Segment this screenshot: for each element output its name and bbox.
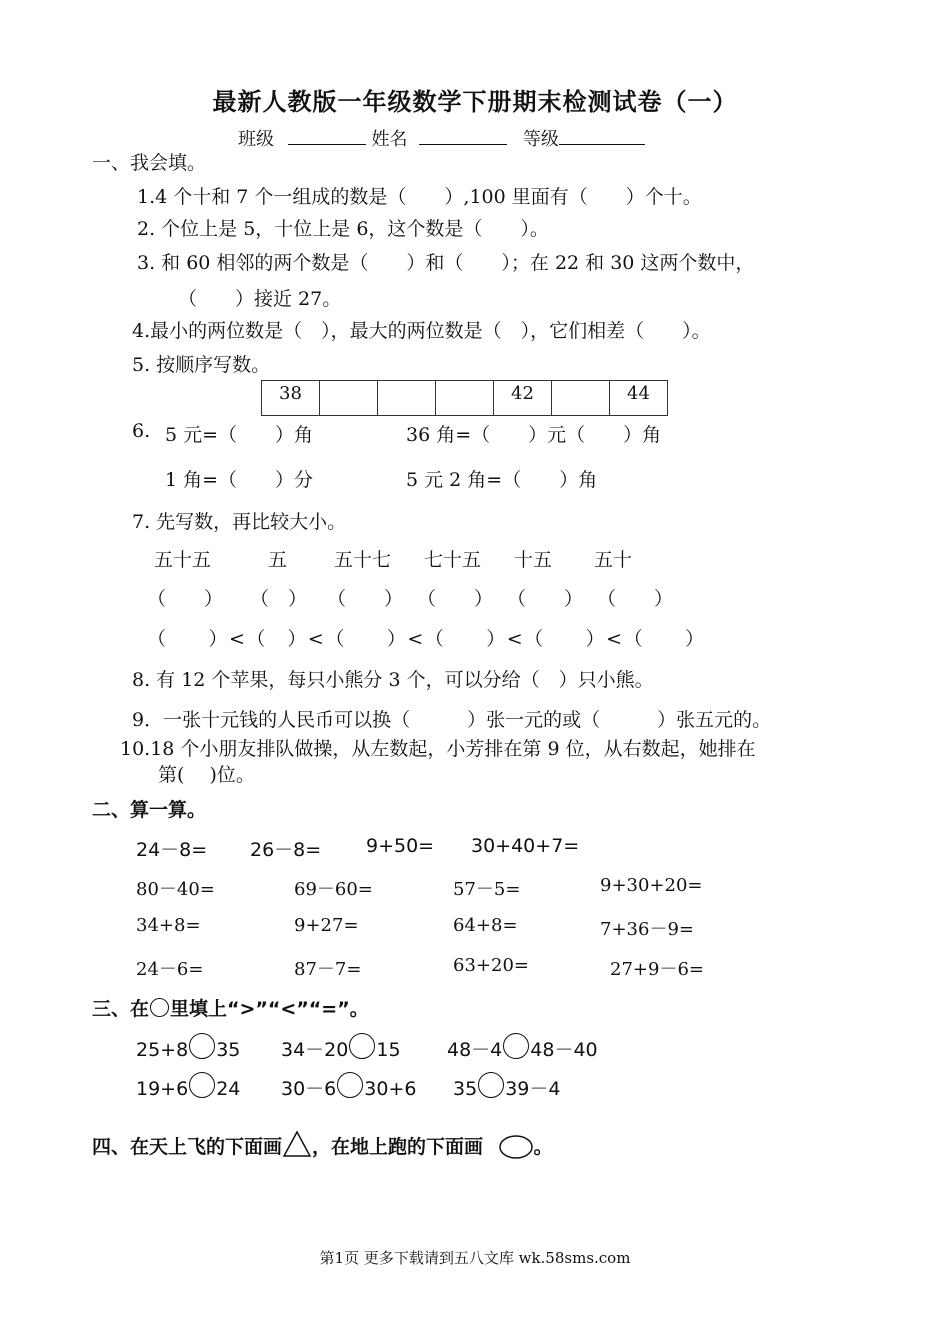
- compare-circle[interactable]: [189, 1072, 215, 1098]
- class-field[interactable]: [288, 126, 366, 145]
- calc-item: 9+50=: [366, 835, 435, 857]
- compare-item: [281, 1072, 416, 1101]
- ellipse-icon: [498, 1132, 534, 1160]
- compare-right: 48－40: [530, 1039, 598, 1061]
- compare-circle[interactable]: [503, 1033, 529, 1059]
- q7-blank[interactable]: （ ）: [507, 588, 584, 610]
- compare-left: 30－6: [281, 1078, 337, 1100]
- sequence-cell: 44: [610, 381, 668, 416]
- q7-blank[interactable]: （ ）: [250, 588, 308, 610]
- calc-item: 9+30+20=: [600, 875, 703, 896]
- compare-right: 39－4: [505, 1078, 561, 1100]
- page-title: 最新人教版一年级数学下册期末检测试卷（一）: [212, 88, 738, 116]
- triangle-icon: [282, 1130, 312, 1158]
- calc-item: 24－6=: [136, 959, 204, 980]
- q7-word: 十五: [514, 549, 553, 571]
- calc-item: 57－5=: [453, 879, 521, 900]
- calc-item: 27+9－6=: [610, 959, 704, 980]
- question-3-line1: 3. 和 60 相邻的两个数是（ ）和（ ）；在 22 和 30 这两个数中，: [137, 252, 755, 274]
- section4-heading-pre: 四、在天上飞的下面画: [92, 1136, 283, 1158]
- q7-blank[interactable]: （ ）: [327, 588, 404, 610]
- question-6-number: 6.: [132, 420, 151, 442]
- question-9: 9．一张十元钱的人民币可以换（ ）张一元的或（ ）张五元的。: [132, 709, 772, 731]
- question-3-line2: （ ）接近 27。: [178, 288, 342, 310]
- question-6b: 36 角=（ ）元（ ）角: [406, 424, 662, 446]
- sequence-cell: 42: [494, 381, 552, 416]
- section3-heading-post: 里填上“>”“<”“=”。: [170, 998, 369, 1020]
- calc-item: 24－8=: [136, 839, 208, 861]
- compare-right: 35: [216, 1039, 241, 1061]
- grade-field[interactable]: [559, 126, 645, 145]
- section3-heading-pre: 三、在: [92, 998, 150, 1020]
- compare-left: 48－4: [447, 1039, 503, 1061]
- section1-heading: 一、我会填。: [92, 152, 207, 174]
- question-5: 5. 按顺序写数。: [132, 354, 271, 376]
- question-2: 2. 个位上是 5，十位上是 6，这个数是（ ）。: [137, 218, 549, 240]
- compare-item: [136, 1072, 240, 1100]
- q7-blank[interactable]: （ ）: [597, 588, 674, 610]
- calc-item: 34+8=: [136, 915, 201, 936]
- grade-label: 等级: [522, 129, 559, 150]
- page-footer: 第1页 更多下载请到五八文库 wk.58sms.com: [319, 1249, 631, 1267]
- calc-item: 87－7=: [294, 959, 362, 980]
- section4-heading-post: 。: [533, 1136, 553, 1158]
- sequence-cell[interactable]: [320, 381, 378, 416]
- question-6c: 1 角=（ ）分: [165, 469, 314, 491]
- compare-left: 34－20: [281, 1039, 349, 1061]
- compare-item: [136, 1033, 240, 1061]
- section4-heading-mid: ，在地上跑的下面画: [312, 1136, 484, 1158]
- student-info-line: [238, 125, 645, 151]
- compare-circle[interactable]: [478, 1072, 504, 1098]
- question-4: 4.最小的两位数是（ ），最大的两位数是（ ），它们相差（ ）。: [132, 320, 711, 342]
- sequence-cell: 38: [262, 381, 320, 416]
- calc-item: 30+40+7=: [471, 835, 580, 857]
- calc-item: 63+20=: [453, 955, 529, 976]
- sequence-table: [261, 380, 668, 416]
- compare-item: [281, 1033, 401, 1062]
- q7-word: 五十七: [334, 549, 392, 571]
- calc-item: 9+27=: [294, 915, 359, 936]
- compare-right: 15: [376, 1039, 401, 1061]
- circle-icon: [150, 998, 169, 1017]
- section4-heading: [92, 1130, 553, 1160]
- calc-item: 64+8=: [453, 915, 518, 936]
- compare-left: 25+8: [136, 1039, 189, 1061]
- q7-compare-line: （ ）<（ ）<（ ）<（ ）<（ ）<（ ）: [147, 628, 706, 650]
- calc-item: 26－8=: [250, 839, 322, 861]
- class-label: 班级: [238, 129, 274, 150]
- compare-circle[interactable]: [189, 1033, 215, 1059]
- question-8: 8. 有 12 个苹果，每只小熊分 3 个，可以分给（ ）只小熊。: [132, 669, 654, 691]
- q7-word: 五十: [594, 549, 633, 571]
- question-10-line2: 第( )位。: [158, 764, 255, 786]
- section2-heading: 二、算一算。: [92, 799, 207, 821]
- calc-item: 7+36－9=: [600, 919, 694, 940]
- q7-blank[interactable]: （ ）: [147, 588, 224, 610]
- compare-circle[interactable]: [349, 1033, 375, 1059]
- name-label: 姓名: [371, 129, 408, 150]
- compare-circle[interactable]: [337, 1072, 363, 1098]
- calc-item: 80－40=: [136, 879, 215, 900]
- q7-word: 七十五: [424, 549, 482, 571]
- sequence-cell[interactable]: [552, 381, 610, 416]
- question-10-line1: 10.18 个小朋友排队做操，从左数起，小芳排在第 9 位，从右数起，她排在: [120, 738, 756, 760]
- calc-item: 69－60=: [294, 879, 373, 900]
- question-6d: 5 元 2 角=（ ）角: [406, 469, 598, 491]
- q7-blank[interactable]: （ ）: [417, 588, 494, 610]
- sequence-cell[interactable]: [378, 381, 436, 416]
- compare-item: [447, 1033, 598, 1062]
- q7-word: 五: [268, 549, 288, 571]
- question-1: 1.4 个十和 7 个一组成的数是（ ）,100 里面有（ ）个十。: [137, 186, 702, 208]
- compare-right: 30+6: [364, 1078, 417, 1100]
- compare-item: [453, 1072, 560, 1101]
- compare-left: 19+6: [136, 1078, 189, 1100]
- question-6a: 5 元=（ ）角: [165, 424, 314, 446]
- sequence-cell[interactable]: [436, 381, 494, 416]
- q7-word: 五十五: [154, 549, 212, 571]
- name-field[interactable]: [419, 126, 507, 145]
- section3-heading: [92, 994, 369, 1021]
- compare-left: 35: [453, 1078, 478, 1100]
- question-7: 7. 先写数，再比较大小。: [132, 511, 347, 533]
- compare-right: 24: [216, 1078, 241, 1100]
